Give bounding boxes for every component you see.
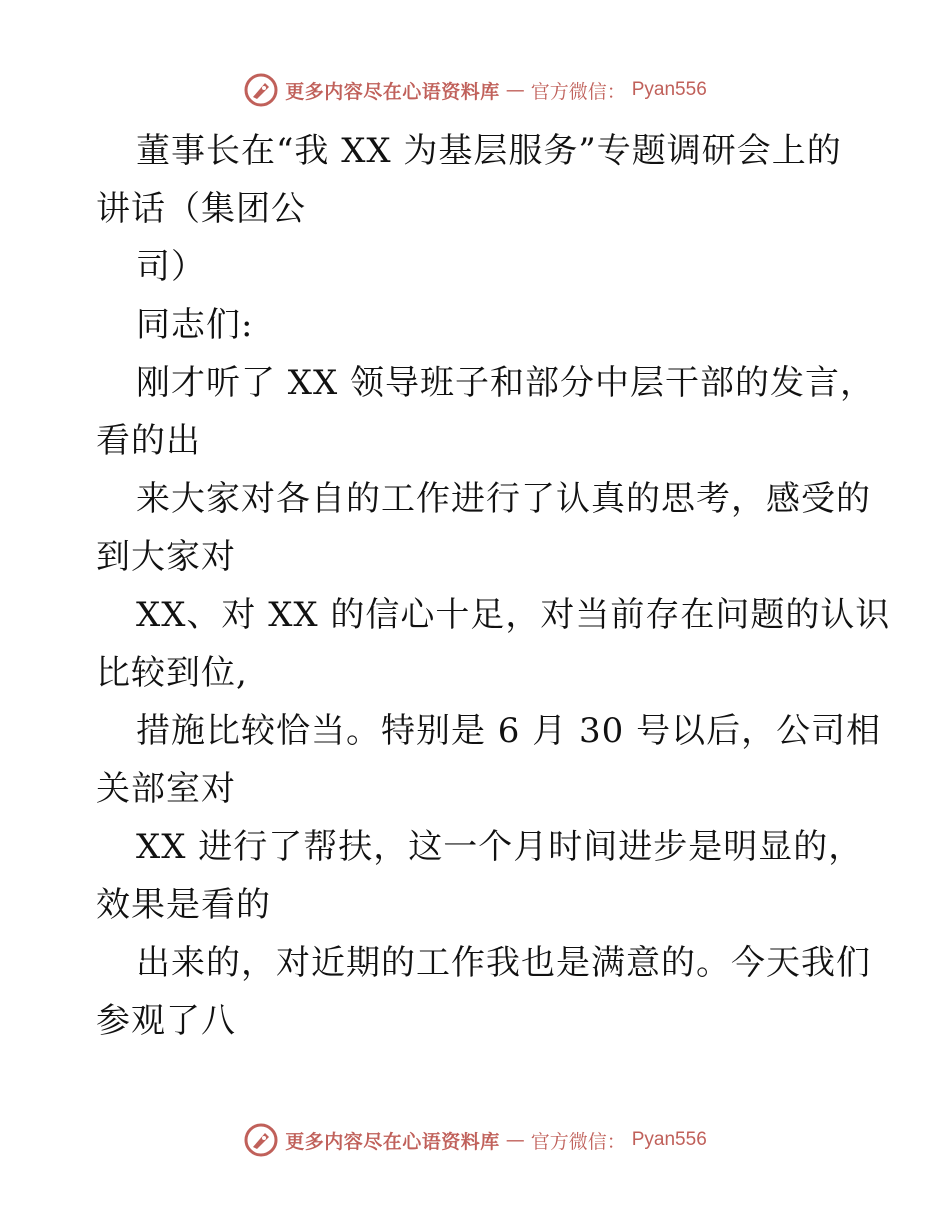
document-line: 参观了八 (96, 1001, 236, 1041)
watermark-separator: — (505, 1129, 525, 1151)
document-line: 董事长在“我 XX 为基层服务”专题调研会上的 (136, 131, 842, 171)
document-line: 关部室对 (96, 769, 236, 809)
document-line: 措施比较恰当。特别是 6 月 30 号以后，公司相 (136, 711, 882, 751)
header-watermark (0, 70, 950, 110)
document-line: XX、对 XX 的信心十足，对当前存在问题的认识 (136, 595, 891, 635)
document-body (96, 122, 891, 1050)
document-line: 到大家对 (96, 537, 236, 577)
document-line: 来大家对各自的工作进行了认真的思考，感受的 (136, 479, 871, 519)
watermark-brand: 更多内容尽在心语资料库 (285, 80, 500, 103)
document-line: 看的出 (96, 421, 201, 461)
watermark-handle: Pyan556 (631, 1129, 707, 1150)
footer-watermark (0, 1120, 950, 1160)
document-line: XX 进行了帮扶，这一个月时间进步是明显的， (136, 827, 864, 867)
document-line: 讲话（集团公 (96, 189, 306, 229)
watermark-handle: Pyan556 (631, 79, 707, 100)
watermark-contact-label: 官方微信： (530, 80, 626, 103)
document-line: 出来的，对近期的工作我也是满意的。今天我们 (136, 943, 871, 983)
document-line: 效果是看的 (96, 885, 271, 925)
document-line: 同志们: (136, 305, 254, 345)
pen-nib-seal-icon (243, 1122, 279, 1158)
watermark-separator: — (505, 79, 525, 101)
watermark-contact-label: 官方微信： (530, 1130, 626, 1153)
document-line: 司） (136, 247, 206, 287)
watermark-brand: 更多内容尽在心语资料库 (285, 1130, 500, 1153)
document-line: 刚才听了 XX 领导班子和部分中层干部的发言， (136, 363, 876, 403)
pen-nib-seal-icon (243, 72, 279, 108)
document-line: 比较到位, (96, 653, 248, 693)
